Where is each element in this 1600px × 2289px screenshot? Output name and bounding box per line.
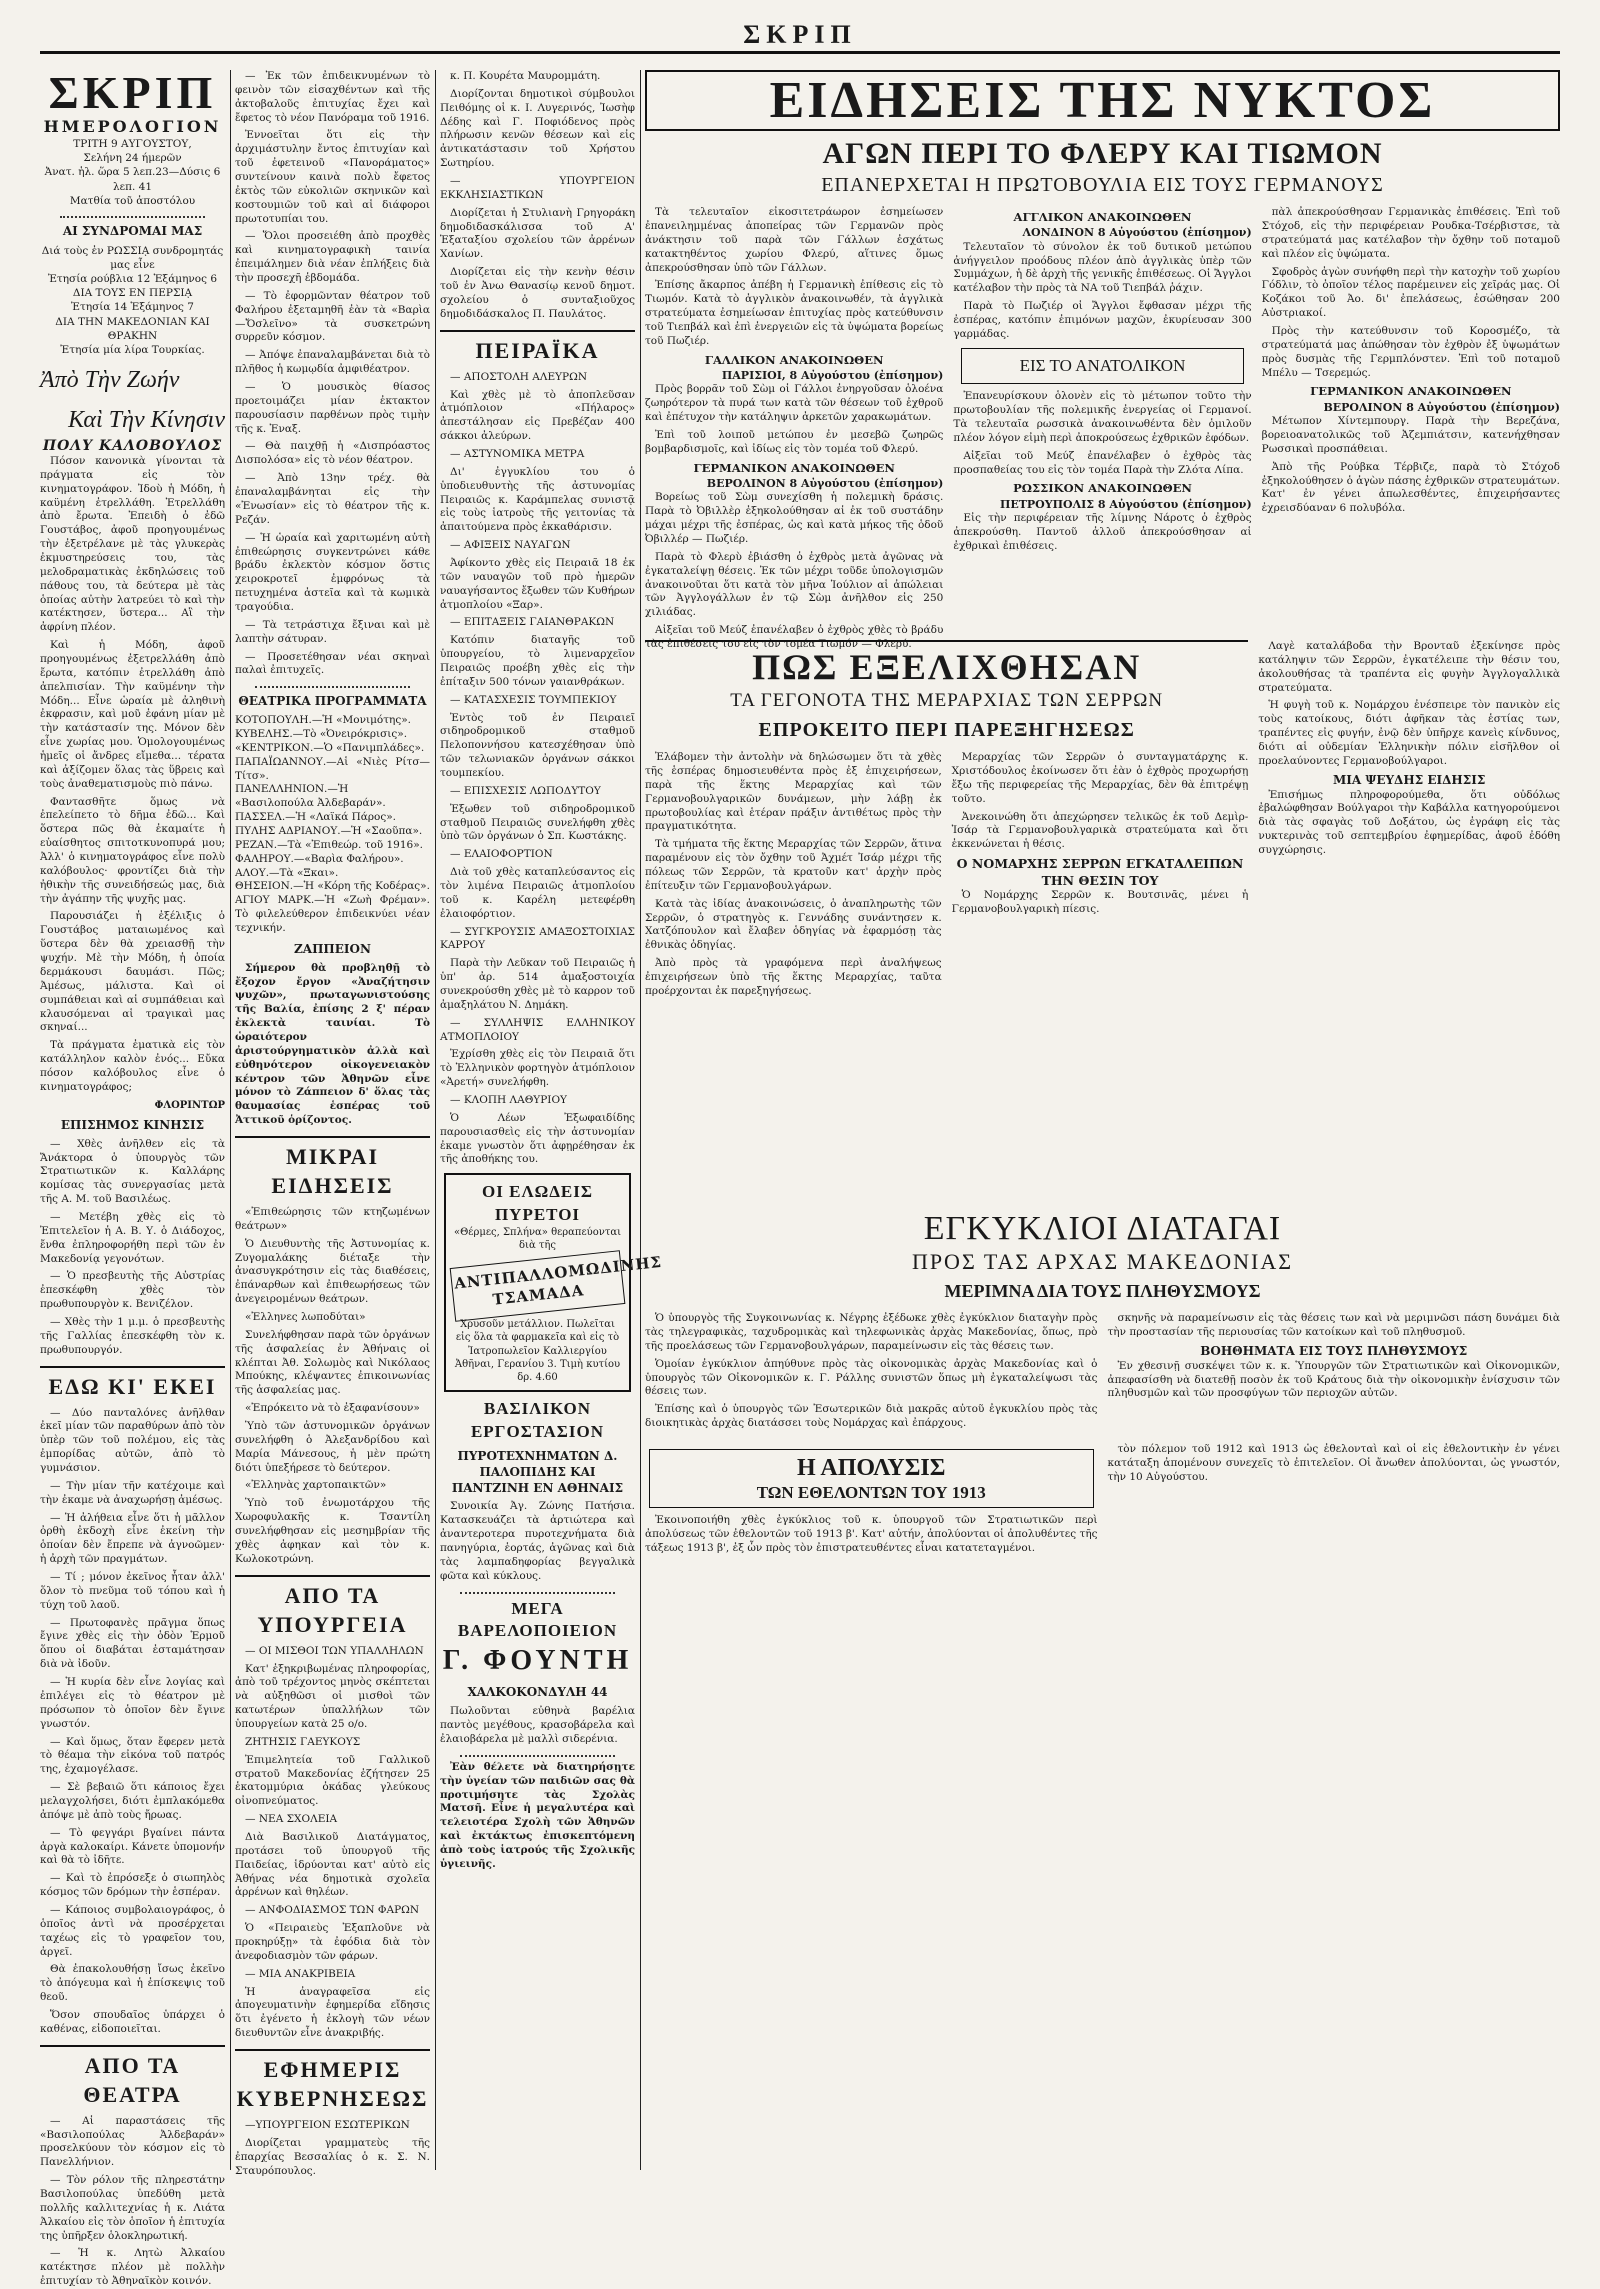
masthead — [40, 20, 1560, 60]
article-title: ΠΟΛΥ ΚΑΛΟΒΟΥΛΟΣ — [42, 437, 223, 454]
paragraph: — Μετέβη χθὲς εἰς τὸ Ἐπιτελεῖον ἡ Α. Β. Υ. ὁ Διάδοχος, ἔνθα ἐπληροφορήθη περὶ τῶν ἐν Μακεδονίᾳ γεγονότων. — [40, 1210, 225, 1265]
paragraph: τὸν πόλεμον τοῦ 1912 καὶ 1913 ὡς ἐθελονταὶ καὶ οἱ εἰς ἐθελοντικὴν ἐν γένει κατάταξη ἀπομένουν συνεχεῖς τὸ ἐπιτελεῖον. Οἱ ἄνωθεν ἀπολύονται, ὡς γνωστόν, τὴν 10 Αὐγούστου. — [1107, 1443, 1560, 1483]
paragraph: — Καὶ τὸ ἐπρόσεξε ὁ σιωπηλὸς κόσμος τῶν δρόμων τὴν ἑσπέραν. — [40, 1872, 225, 1899]
paragraph: Ἐπίσης ἄκαρπος ἀπέβη ἡ Γερμανικὴ ἐπίθεσις εἰς τὸ Τιωμόν. Κατὰ τὸ ἀγγλικὸν ἀνακοινωθέν, τὰ ἀγγλικὰ στρατεύματα ἐσημείωσαν ἐπιτυχίας πρὸς κατεύθυνσιν τοῦ Τιεπβάλ καὶ ἐπὶ ἐνεργειῶν εἰς τὰ ὑψώματα βορείως τοῦ Πωζιέρ. — [645, 279, 944, 347]
program-item: ΠΥΛΗΣ ΑΔΡΙΑΝΟΥ.—Ἡ «Σαοῦπα». — [235, 824, 423, 837]
paragraph: — ΑΠΟΣΤΟΛΗ ΑΛΕΥΡΩΝ — [450, 370, 588, 383]
paragraph: Παρὰ τὴν Λεῦκαν τοῦ Πειραιῶς ἡ ὑπ' ἀρ. 514 ἁμαξοστοιχία συνεκρούσθη χθὲς μὲ τὸ καρρον τοῦ ἀμαξηλάτου Ν. Δημάκη. — [440, 957, 635, 1011]
paragraph: Θὰ ἐπακολουθήσῃ ἴσως ἐκεῖνο τὸ ἀπόγευμα καὶ ἡ ἐπίσκεψις τοῦ θεοῦ. — [40, 1963, 225, 2004]
paragraph: — Τὰ τετράστιχα ἔξιναι καὶ μὲ λαπτὴν σάτυραν. — [235, 618, 430, 645]
paragraph: — ΥΠΟΥΡΓΕΙΟΝ ΕΚΚΛΗΣΙΑΣΤΙΚΩΝ — [440, 175, 635, 201]
paragraph: Διορίζεται ἡ Στυλιανὴ Γρηγοράκη δημοδιδασκάλισσα τοῦ Α' Ἑξαταξίου σχολείου τῶν ἀρρένων Χανίων. — [440, 206, 635, 261]
paragraph: Ἀνεκοινώθη ὅτι ἀπεχώρησεν τελικῶς ἐκ τοῦ Δεμὶρ-Ἰσάρ τὰ Γερμανοβουλγαρικὰ στρατεύματα καὶ ὅτι ἐκκενώνεται ἡ θέσις. — [951, 810, 1249, 851]
news-column — [1108, 1443, 1561, 1560]
logo-subtitle: ΗΜΕΡΟΛΟΓΙΟΝ — [43, 117, 222, 136]
paragraph: Πρὸς βορρᾶν τοῦ Σὼμ οἱ Γάλλοι ἐνηργοῦσαν ὁλοένα ζωηρότερον τὰ πυρά των κατὰ τῶν θέσεων τοῦ ἐχθροῦ καὶ ἐπέτυχον τὴν κατάληψιν ἀρκετῶν χαρακωμάτων. — [645, 383, 944, 424]
paragraph: — ΑΣΤΥΝΟΜΙΚΑ ΜΕΤΡΑ — [450, 447, 585, 460]
paragraph: — Τὸν ρόλον τῆς πληρεστάτην Βασιλοπούλας ὑπεδύθη μετὰ πολλῆς καλλιτεχνίας ἡ κ. Λιάτα Ἀλκαίου εἰς τὸν ὁποῖον ἡ ἐπιτυχία της ὑπῆρξεν ὁλοκληρωτική. — [40, 2174, 225, 2242]
news-column — [953, 206, 1251, 656]
circulars-columns — [645, 1312, 1560, 1435]
paragraph: «Ἐλληνες λωποδύται» — [245, 1311, 366, 1324]
subsection-title: ΕΙΣ ΤΟ ΑΝΑΤΟΛΙΚΟΝ — [961, 348, 1243, 384]
dispatch-dateline: ΒΕΡΟΛΙΝΟΝ 8 Αὐγούστου (ἐπίσημον) — [1323, 400, 1560, 414]
news-column — [1108, 1312, 1561, 1435]
dispatch-dateline: ΒΕΡΟΛΙΝΟΝ 8 Αὐγούστου (ἐπίσημον) — [706, 476, 944, 490]
paragraph: Ἐντὸς τοῦ ἐν Πειραιεῖ σιδηροδρομικοῦ σταθμοῦ Πελοποννήσου κατεσχέθησαν ὑπὸ τῶν τελωνιακῶν ὀργάνων σάκκοι τουμπεκίου. — [440, 711, 635, 779]
paragraph: — Ἡ ὡραία καὶ χαριτωμένη αὐτὴ ἐπιθεώρησις συγκεντρώνει κάθε βράδυ ἐκλεκτὸν κόσμον ὅστις χειροκροτεῖ ἐμφρόνως τὰ πετυχημένα ἀστεῖα καὶ τὰ κωμικὰ τραγούδια. — [235, 531, 430, 613]
ad-company-name: Γ. ΦΟΥΝΤΗ — [442, 1644, 633, 1676]
circulars-block — [645, 1210, 1560, 2210]
subheadline: ΤΑ ΓΕΓΟΝΟΤΑ ΤΗΣ ΜΕΡΑΡΧΙΑΣ ΤΩΝ ΣΕΡΡΩΝ — [730, 689, 1164, 711]
dispatch-dateline: ΛΟΝΔΙΝΟΝ 8 Αὐγούστου (ἐπίσημον) — [1022, 226, 1252, 240]
paragraph: Πρὸς τὴν κατεύθυνσιν τοῦ Κοροσμέζο, τὰ στρατεύματά μας ἀπώθησαν τὸν ἐχθρὸν ἐξ ὑψωμάτων πρὸς δυσμὰς τῆς Γερμπλόνστεν. Ἐπὶ τοῦ ποταμοῦ Μπέλυ — Τσερεμώς. — [1261, 324, 1560, 379]
paragraph: Παρουσιάζει ἡ ἐξέλιξις ὁ Γουστάβος ματαιωμένος καὶ ὕστερα δὲν θὰ χρειασθῇ τὴν ψυχήν. Μὲ τὴν Μόδη, ἡ ὁποία δερμάκουσι δαυμάσι. Πῶς; Ἀμέσως, μάλιστα. Καὶ οἱ συμπάθειαι καὶ αἱ συμπάθειαι καὶ κλαυσόμεναι αἱ τραγικαὶ μας σκηναί... — [40, 910, 225, 1034]
paragraph: Ὁ ὑπουργὸς τῆς Συγκοινωνίας κ. Νέγρης ἐξέδωκε χθὲς ἐγκύκλιον διαταγὴν πρὸς τὰς τηλεγραφικὰς, ταχυδρομικὰς καὶ τηλεφωνικὰς ἀρχὰς Μακεδονίας, ὅπως, πρὸ τῆς προελάσεως τῶν Γερμανοβουλγάρων, παραμείνωσιν εἰς τὰς θέσεις των. — [645, 1312, 1098, 1352]
paragraph: Βορείως τοῦ Σὼμ συνεχίσθη ἡ πολεμικὴ δράσις. Παρὰ τὸ Ὀβιλλὲρ ἐξηκολούθησαν αἱ ἐκ τοῦ συστάδην μάχαι μέχρι τῆς ἐσπέρας, ὡς καὶ κατὰ μήκος τῆς ὁδοῦ Ὀβιλλέρ — Πωζιέρ. — [645, 491, 944, 545]
paragraph: Συνελήφθησαν παρὰ τῶν ὀργάνων τῆς ἀσφαλείας ἐν Ἀθήναις οἱ κλέπται Ἀθ. Σολωμὸς καὶ Νικόλαος Μπούκης, κλέψαντες ἐπικοινωνίας τῆς ἀσφαλείας μας. — [235, 1328, 430, 1397]
program-item: ΠΑΝΕΛΛΗΝΙΟΝ.—Ἡ «Βασιλοπούλα Ἀλδεβαράν». — [235, 783, 386, 810]
section-title: ΕΔΩ ΚΙ' ΕΚΕΙ — [40, 1366, 225, 1401]
paragraph: Ἡ φυγὴ τοῦ κ. Νομάρχου ἐνέσπειρε τὸν πανικὸν εἰς τοὺς κατοίκους, διότι ἀφῆκαν τὰς ἑστίας των, τραπέντες εἰς φυγήν, ἐνῷ δὲν ὑπῆρχε κανεὶς κίνδυνος, διότι αἱ οὐδεμίαν Ἑλληνικὴν πόλιν εἰσῆλθον οἱ προελαύνοντες Γερμανοβούλγαροι. — [1258, 699, 1560, 767]
paragraph: Ἐχρίσθη χθὲς εἰς τὸν Πειραιᾶ ὅτι τὸ Ἑλληνικὸν φορτηγὸν ἀτμόπλοιον «Ἀρετή» συνελήφθη. — [440, 1048, 635, 1089]
ad-text: Χρυσοῦν μετάλλιον. Πωλεῖται εἰς ὅλα τὰ φαρμακεῖα καὶ εἰς τὸ Ἰατροπωλεῖον Καλλιεργίου Ἀθῆναι, Γερανίου 3. Τιμὴ κυτίου δρ. 4.60 — [454, 1319, 621, 1383]
paragraph: —ΥΠΟΥΡΓΕΙΟΝ ΕΣΩΤΕΡΙΚΩΝ — [245, 2119, 410, 2132]
subscriptions-title: ΑΙ ΣΥΝΔΡΟΜΑΙ ΜΑΣ — [62, 223, 203, 238]
ad-text: Ἐὰν θέλετε νὰ διατηρήσῃτε τὴν ὑγείαν τῶν παιδιῶν σας θὰ προτιμήσητε τὰς Σχολὰς Ματσῆ. Εἶνε ἡ μεγαλυτέρα καὶ τελειοτέρα Σχολὴ τῶν Ἀθηνῶν καὶ ἐκτάκτως ἐπισκεπτόμενη ἀπὸ τοὺς ἱατρούς τῆς Σχολικῆς ὑγιεινῆς. — [440, 1760, 635, 1870]
subscription-line: Διά τοὺς ἐν ΡΩΣΣΙᾼ συνδρομητάς μας εἶνε — [41, 244, 224, 271]
divider — [460, 1751, 615, 1757]
paragraph: Αἰξεῖαι τοῦ Μεύζ ἐπανέλαβεν ὁ ἐχθρὸς χθὲς τὸ βράδυ τὰς ἐπιθέσεις του εἰς τὸν τομέα Τιωμόν — Φλερύ. — [645, 624, 944, 650]
paragraph: Ἐπίσης καὶ ὁ ὑπουργὸς τῶν Ἐσωτερικῶν διὰ μακρᾶς αὐτοῦ ἐγκυκλίου πρὸς τὰς διοικητικὰς ἀρχὰς διατάσσει τοὺς Νομάρχας καὶ ἐπάρχους. — [645, 1403, 1098, 1430]
paragraph: Λαγὲ καταλάβοδα τὴν Βρονταῦ ἐξεκίνησε πρὸς κατάληψιν τῶν Σερρῶν, ἐγκατέλειπε τὴν θέσιν του, ἀκολουθήσας τὰ τραπέντα εἰς φυγὴν Ἀγγλογαλλικὰ στρατεύματα. — [1258, 640, 1560, 694]
paragraph: — Τί ; μόνον ἐκεῖνος ἦταν ἀλλ' ὅλον τὸ πνεῦμα τοῦ τόπου καὶ ἡ τύχη τοῦ λαοῦ. — [40, 1571, 225, 1611]
night-news-block — [645, 70, 1560, 650]
subheadline: ΕΠΑΝΕΡΧΕΤΑΙ Η ΠΡΩΤΟΒΟΥΛΙΑ ΕΙΣ ΤΟΥΣ ΓΕΡΜΑΝΟΥΣ — [821, 173, 1384, 196]
column-1 — [40, 67, 225, 2288]
paragraph: Ἐννοεῖται ὅτι εἰς τὴν ἀρχιμάστυλην ἔντος ἐπιτυχίαν καὶ τοῦ ἐφετεινοῦ «Πανοράματος» συντείνουν καινὰ πολὺ ἔφετος ἐκτὸς τῶν εὐκολιῶν σκηνικῶν καὶ κοστουμιῶν τοῦ καὶ αἱ διάφοροι πρωτοτυπίαι του. — [235, 129, 430, 225]
paragraph: Κατόπιν διαταγῆς τοῦ ὑπουργείου, τὸ λιμεναρχεῖον Πειραιῶς προέβη χθὲς εἰς τὴν ἐπίταξιν 500 τόνων γαιανθράκων. — [440, 634, 635, 688]
program-item: ΠΑΠΑΪΩΑΝΝΟΥ.—Αἱ «Νιὲς Ρίτσ—Τίτσ». — [235, 755, 430, 782]
subscriptions — [40, 244, 225, 357]
ad-title: ΒΑΣΙΛΙΚΟΝ ΕΡΓΟΣΤΑΣΙΟΝ — [470, 1399, 605, 1441]
subscription-line: ΔΙΑ ΤΗΝ ΜΑΚΕΔΟΝΙΑΝ ΚΑΙ ΘΡΑΚΗΝ — [55, 315, 210, 342]
newspaper-page — [40, 20, 1560, 2288]
paragraph: — ΣΥΓΚΡΟΥΣΙΣ ΑΜΑΞΟΣΤΟΙΧΙΑΣ ΚΑΡΡΟΥ — [440, 925, 635, 952]
paragraph: Διὰ Βασιλικοῦ Διατάγματος, προτάσει τοῦ ὑπουργοῦ τῆς Παιδείας, ἱδρύονται κατ' αὐτὸ εἰς Ἀθήνας νέα δημοτικὰ σχολεῖα ἀρρένων καὶ θηλέων. — [235, 1831, 430, 1899]
paragraph: Ὁ «Πειραιεὺς Ἐξαπλοῦνε νὰ προκηρύξῃ» τὰ ἐφόδια διὰ τὸν ἀνεφοδιασμὸν τῶν φάρων. — [235, 1922, 430, 1962]
section-title: ΜΙΚΡΑΙ ΕΙΔΗΣΕΙΣ — [235, 1136, 430, 1200]
paragraph: — ΣΥΛΛΗΨΙΣ ΕΛΛΗΝΙΚΟΥ ΑΤΜΟΠΛΟΙΟΥ — [440, 1016, 635, 1043]
release-title: Η ΑΠΟΛΥΣΙΣ — [797, 1455, 946, 1482]
paragraph: — ΝΕΑ ΣΧΟΛΕΙΑ — [245, 1813, 338, 1826]
paragraph: — Σὲ βεβαιῶ ὅτι κάποιος ἔχει μελαγχολήσει, διότι ἐμπλακόμεθα ἀπόψε μὲ ἀπὸ τοὺς ἤρωας. — [40, 1781, 225, 1821]
paragraph: — Αἱ παραστάσεις τῆς «Βασιλοπούλας Ἀλδεβαράν» προσελκύουν τὸν κόσμον εἰς τὸ Πανελλήνιον. — [40, 2114, 225, 2169]
subscription-line: Ἐτησία 14 Ἑξάμηνος 7 — [71, 301, 194, 314]
paragraph: — Ὅλοι προσειέθη ἀπὸ προχθὲς καὶ κινηματογραφικὴ ταινία ἐπειμάλημεν διὰ νέαν ἐπλήξεις διὰ τὴν προσεχῆ ἑβδομάδα. — [235, 230, 430, 285]
news-column — [645, 1443, 1098, 1560]
paragraph: Ὑπὸ τῶν ἀστυνομικῶν ὀργάνων συνελήφθη ὁ Ἀλεξανδρίδου καὶ Μαρία Μάνεσους, ἡ μὲν πρώτη διότι ὑπεξήρεσε τὸ δεύτερον. — [235, 1420, 430, 1474]
paragraph: — ΑΝΦΟΔΙΑΣΜΟΣ ΤΩΝ ΦΑΡΩΝ — [245, 1904, 420, 1917]
news-column — [1258, 640, 1560, 1003]
paragraph: Δι' ἐγγυκλίου του ὁ ὑποδιευθυντὴς τῆς ἀστυνομίας Πειραιῶς κ. Καράμπελας συνιστᾷ εἰς τοὺς ἱατροὺς τῆς γειτονίας τὰ ἀπαιτούμενα πρὸς ἐκκαθάρισιν. — [440, 465, 635, 534]
paragraph: Ὁμοίαν ἐγκύκλιον ἀπηύθυνε πρὸς τὰς οἰκονομικὰς ἀρχὰς Μακεδονίας καὶ ὁ ὑπουργὸς τῶν Οἰκονομικῶν κ. Γ. Ράλλης συνιστῶν ὅπως μὴ ἐγκαταλείψωσι τὰς θέσεις των. — [645, 1357, 1098, 1398]
column-heading: Ἀπὸ Τὴν Ζωήν — [40, 367, 180, 394]
paragraph: Παρὰ τὸ Πωζιέρ οἱ Ἄγγλοι ἔφθασαν μέχρι τῆς ἐσπέρας, κατόπιν ἐπιμόνων μαχῶν, ἐκυρίευσαν 300 γαρμάδας. — [953, 300, 1252, 340]
paragraph: κ. Π. Κουρέτα Μαυρομμάτη. — [450, 70, 601, 82]
paragraph: — Ἡ κ. Λητὼ Ἀλκαίου κατέκτησε πλέον μὲ πολλὴν ἐπιτυχίαν τὸ Ἀθηναϊκὸν κοινόν. — [40, 2247, 225, 2288]
serres-text-columns — [645, 751, 1248, 1003]
serres-columns — [645, 640, 1560, 1003]
release-columns — [645, 1443, 1560, 1560]
paragraph: «Ἐπρόκειτο νὰ τὸ ἐξαφανίσουν» — [245, 1402, 420, 1415]
column-rule — [640, 70, 641, 2170]
paragraph: Ἐπισήμως πληροφορούμεθα, ὅτι οὐδόλως ἐβαλώφθησαν Βούλγαροι τὴν Καβάλλα κατηγορούμενοι διὰ τὰς σφαγὰς τοῦ Δοξάτου, ὡς ἐγράφη εἰς τὰς νυκτερινὰς τοῦ σεπτεμβρίου ἐφημερίδας, ἀφοῦ ἐδόθη συγχώρησις. — [1258, 788, 1560, 856]
column-2 — [235, 70, 430, 2177]
section-title: ΑΠΟ ΤΑ ΘΕΑΤΡΑ — [40, 2045, 225, 2109]
divider — [60, 212, 205, 218]
paragraph: — ΕΠΙΤΑΞΕΙΣ ΓΑΙΑΝΘΡΑΚΩΝ — [450, 616, 615, 629]
paragraph: — Ὁ μουσικὸς θίασος προετοιμάζει μίαν ἐκτακτον παρουσίασιν παρθένων πρὸς τιμὴν τῆς κ. Ἐναξ. — [235, 381, 430, 435]
paragraph: Φαντασθῆτε ὅμως νὰ ἐπελείπετο τὸ δῆμα ἐδῶ... Καὶ ὅστερα πῶς θὰ ἐκαμαίτε ἡ εὐαίσθητος σπιτοτκυνοπυρά μου; Ἀλλ' ὁ κινηματογράφος εἶνε πολὺ καλόβουλος· φροντίζει διὰ τὴν ἠθικὴν τῆς συνειδήσεώς μας, διὰ τὴν ἀγάπην τῆς ψυχῆς μας. — [40, 795, 225, 905]
divider — [255, 682, 410, 688]
ad-text: Πωλοῦνται εὐθηνὰ βαρέλια παντὸς μεγέθους, κρασοβάρελα καὶ ἐλαιοβάρελα μὲ μαλλὶ σιδερένια. — [440, 1705, 635, 1745]
column-rule — [230, 70, 231, 2170]
subheadline: ΠΡΟΣ ΤΑΣ ΑΡΧΑΣ ΜΑΚΕΔΟΝΙΑΣ — [911, 1249, 1294, 1275]
ad-title: ΟΙ ΕΛΩΔΕΙΣ ΠΥΡΕΤΟΙ — [482, 1182, 593, 1224]
paragraph: — Προσετέθησαν νέαι σκηναὶ παλαὶ ἐπιτυχεῖς. — [235, 650, 430, 677]
paragraph: Ἐπιμελητεία τοῦ Γαλλικοῦ στρατοῦ Μακεδονίας ἐζήτησεν 25 ἑκατομμύρια ὀκάδας γλεύκους οἰνοπνεύματος. — [235, 1753, 430, 1808]
serres-main — [645, 640, 1248, 1003]
paragraph: — Ἀπόψε ἐπαναλαμβάνεται διὰ τὸ πλῆθος ἡ κωμῳδία ἀμφιθέατρον. — [235, 349, 430, 376]
paragraph: — Ἡ κυρία δὲν εἶνε λογίας καὶ ἐπιλέγει εἰς τὸ θέατρον μὲ πρόσωπον τὸ ὁποῖον δὲν ἔγινε γνωστόν. — [40, 1676, 225, 1730]
serres-block — [645, 640, 1560, 1200]
paragraph: Ἐκοινοποιήθη χθὲς ἐγκύκλιος τοῦ κ. ὑπουργοῦ τῶν Στρατιωτικῶν περὶ ἀπολύσεως τῶν ἐθελοντῶν τοῦ 1913 β'. Κατ' αὐτήν, ἀπολύονται οἱ ἀπολυθέντες τῆς τάξεως 1913 β', ἐξ ὧν πρὸς τὸν ἐπιστρατευθέντες εἶναι κατατεταγμένοι. — [645, 1514, 1098, 1554]
paragraph: Ὁ Λέων Ἐξωφαιδίδης παρουσιασθεὶς εἰς τὴν ἀστυνομίαν ἐκαμε γνωστὸν ὅτι ἀφῃρέθησαν ἐκ τῆς ἀποθήκης του. — [440, 1111, 635, 1166]
paragraph: Ἐπὶ τοῦ λοιποῦ μετώπου ἐν μεσεβῶ ζωηρῶς βομβαρδισμοῖς, καὶ ἰδίως εἰς τὸν τομέα τοῦ Φλερύ. — [645, 428, 944, 455]
paragraph: — Ἐκ τῶν ἐπιδεικνυμένων τὸ φεινὸν τῶν εἰσαχθέντων καὶ τῆς ἀκτοβαλοῦς ἐπιτυχίας ἔχει καὶ ἔφετος τὸ νέον Πανόραμα τοῦ 1916. — [235, 70, 430, 124]
news-column — [952, 751, 1249, 1003]
release-subtitle: ΤΩΝ ΕΘΕΛΟΝΤΩΝ ΤΟΥ 1913 — [756, 1482, 986, 1502]
program-item: ΠΑΣΣΕΛ.—Ἡ «Λαϊκά Πάρος». — [235, 811, 397, 824]
paragraph: — ΕΠΙΣΧΕΣΙΣ ΛΩΠΟΔΥΤΟΥ — [450, 784, 601, 797]
paragraph: Ἀπὸ τῆς Ρούβκα Τέρβιζε, παρὰ τὸ Στόχοδ ἐξηκολούθησεν ὁ ἀγὼν πάσης ἐχθρικῶν στρατευμάτων. Κατ' ἐν γένει ἀπωλεσθέντες, ἐπιχειρήσαντες ἐχρεισδύαναν 6 πολυβόλα. — [1261, 460, 1560, 515]
paragraph: Ἐπανευρίσκουν ὁλονὲν εἰς τὸ μέτωπον τοῦτο τὴν πρωτοβουλίαν τῆς πολεμικῆς ἐνεργείας οἱ Γερμανοί. Τὰ τελευταῖα ρωσσικὰ ἀνακοινωθέντα δὲν ὁμιλοῦν πλέον λόγον εἰμὴ περὶ ἀποκρούσεως ἐχθρικῶν ἐφόδων. — [953, 390, 1252, 444]
section-title: ΠΕΙΡΑΪΚΑ — [440, 330, 635, 365]
paragraph: Τὰ τμήματα τῆς ἕκτης Μεραρχίας τῶν Σερρῶν, ἅτινα παραμένουν εἰς τὸν ὄχθην τοῦ Ἀχμέτ Ἰσάρ μέχρι τῆς πόλεως τῶν Σερρῶν, τὰ κρατοῦν κατ' ἀρχὴν πρὸς ἐπίτευξιν τῶν Γερμανοβουλγάρων. — [645, 838, 942, 892]
almanac-line: Ματθία τοῦ ἀποστόλου — [69, 194, 196, 207]
dispatch-title: ΑΓΓΛΙΚΟΝ ΑΝΑΚΟΙΝΩΘΕΝ — [1013, 210, 1192, 225]
program-item: ΘΗΣΕΙΟΝ.—Ἡ «Κόρη τῆς Κοδέρας». — [235, 880, 430, 893]
paragraph: Ὁ Νομάρχης Σερρῶν κ. Βουτσινᾶς, μένει ἡ Γερμανοβουλγαρικὴ πίεσις. — [951, 889, 1249, 915]
paragraph: — ΕΛΑΙΟΦΟΡΤΙΟΝ — [450, 848, 553, 861]
paragraph: — ΟΙ ΜΙΣΘΟΙ ΤΩΝ ΥΠΑΛΛΗΛΩΝ — [245, 1644, 424, 1657]
news-column — [645, 206, 943, 656]
news-column — [645, 751, 942, 1003]
paragraph: — ΚΑΤΑΣΧΕΣΙΣ ΤΟΥΜΠΕΚΙΟΥ — [450, 693, 617, 706]
news-column — [645, 1312, 1098, 1435]
subsection-title: Ο ΝΟΜΑΡΧΗΣ ΣΕΡΡΩΝ ΕΓΚΑΤΑΛΕΙΠΩΝ ΤΗΝ ΘΕΣΙΝ ΤΟΥ — [956, 856, 1244, 888]
paragraph: σκηνῆς νὰ παραμείνωσιν εἰς τὰς θέσεις των καὶ νὰ μεριμνῶσι πάση δυνάμει διὰ τὴν προστασίαν τῆς περιουσίας τῶν κατοίκων καὶ τοῦ πληθυσμοῦ. — [1107, 1312, 1560, 1339]
paragraph: Ἀπὸ πρὸς τὰ γραφόμενα περὶ ἀναλήψεως ἐπιχειρήσεων ὑπὸ τῆς ἕκτης Μεραρχίας, ταῦτα προέρχονται ἐκ παρεξηγήσεως. — [645, 957, 942, 997]
program-item: ΦΑΛΗΡΟΥ.—«Βαρὶα Φαλήρου». — [235, 852, 404, 865]
dispatch-title: ΓΑΛΛΙΚΟΝ ΑΝΑΚΟΙΝΩΘΕΝ — [704, 352, 884, 367]
paragraph: Τὰ τελευταῖον εἰκοσιτετράωρον ἐσημείωσεν ἐπανειλημμένας ἀποπείρας τῶν Γερμανῶν πρὸς ἀνάκτησιν τοῦ παρὰ τῶν Γάλλων ἐσχάτως κατακτηθέντος χωρίου Φλερύ, αἵτινες ὅμως ἀπεκρούσθησαν ὑπὸ τῶν Γάλλων. — [645, 206, 944, 274]
section-title: ΘΕΑΤΡΙΚΑ ΠΡΟΓΡΑΜΜΑΤΑ — [238, 694, 427, 709]
paragraph: Διορίζεται γραμματεὺς τῆς ἐπαρχίας Βεσσαλίας ὁ κ. Σ. Ν. Σταυρόπουλος. — [235, 2136, 430, 2177]
section-title: ΖΑΠΠΕΙΟΝ — [294, 941, 371, 956]
masthead-title: ΣΚΡΙΠ — [743, 20, 857, 49]
paragraph: — Δύο πανταλόνες ἀνῆλθαν ἐκεῖ μίαν τῶν παραθύρων ἀπὸ τὸν ὑπὲρ τῶν τοῦ πολέμου, εἰς τὰς ἐμπορίδας αὐτῶν, ἀπὸ τὸ γυμνάσιον. — [40, 1406, 225, 1475]
dispatch-title: ΓΕΡΜΑΝΙΚΟΝ ΑΝΑΚΟΙΝΩΘΕΝ — [693, 460, 895, 475]
column-rule — [435, 70, 436, 2170]
paragraph: Αἰξεῖαι τοῦ Μεύζ ἐπανέλαβεν ὁ ἐχθρὸς τὰς προσπαθείας του εἰς τὸν τομέα Παρὰ τὴν Ζλότα Λίπα. — [953, 449, 1252, 476]
paragraph: Κατὰ τὰς ἰδίας ἀνακοινώσεις, ὁ ἀναπληρωτὴς τῶν Σερρῶν, ὁ στρατηγὸς κ. Γεννάδης συνάντησεν κ. Χατζόπουλον καὶ ἔλαβεν ὁδηγίας νὰ ἐφαρμόσῃ τὰς ἐθνικὰς ὁδηγίας. — [645, 897, 942, 952]
logo: ΣΚΡΙΠ — [48, 67, 217, 118]
section-title: ΕΦΗΜΕΡΙΣ ΚΥΒΕΡΝΗΣΕΩΣ — [235, 2049, 430, 2113]
program-list — [235, 714, 430, 936]
subsection-title — [649, 1449, 1094, 1508]
program-item: ΡΕΖΑΝ.—Τὰ «Ἐπιθεώρ. τοῦ 1916». — [235, 838, 423, 851]
paragraph: Ἐξωθεν τοῦ σιδηροδρομικοῦ σταθμοῦ Πειραιῶς συνελήφθη χθὲς ὑπὸ τῶν ὀργάνων ὁ Σπ. Κωστάκης. — [440, 802, 635, 843]
ad-company-name: ΠΥΡΟΤΕΧΝΗΜΑΤΩΝ Δ. ΠΑΛΟΠΙΔΗΣ ΚΑΙ ΠΑΝΤΖΙΝΗ ΕΝ ΑΘΗΝΑΙΣ — [451, 1448, 624, 1495]
paragraph: Καὶ χθὲς μὲ τὸ ἀποπλεῦσαν ἀτμόπλοιον «Πήλαρος» ἀπεστάλησαν εἰς Πρεβέζαν 400 σάκκοι ἀλεύρων. — [440, 388, 635, 443]
advertisement — [444, 1173, 663, 1392]
paragraph: — ΜΙΑ ΑΝΑΚΡΙΒΕΙΑ — [245, 1967, 356, 1980]
paragraph: — Χθὲς ἀνῆλθεν εἰς τὰ Ἄνάκτορα ὁ ὑπουργὸς τῶν Στρατιωτικῶν κ. Καλλάρης κομίσας τὰς συνεργασίας μετὰ τῆς Α. Μ. τοῦ Βασιλέως. — [40, 1137, 225, 1206]
paragraph: — Τὸ ἐφορμῶνταν θέατρον τοῦ Φαλήρου ἐξεταμηθῆ ἐὰν τὰ «Βαρὶα—Ὄσλεῖνο» τὰ συσκετρώνη συρρεῦν κόσμον. — [235, 289, 430, 344]
paragraph: Ὑπὸ τοῦ ἐνωμοτάρχου τῆς Χωροφυλακῆς κ. Τσαντίλη συνελήφθησαν εἰς μεσημβρίαν τῆς χθὲς ἀφηκαν καὶ τὸν κ. Κωλοκοτρώνη. — [235, 1497, 430, 1565]
subscription-line: ΔΙΑ ΤΟΥΣ ΕΝ ΠΕΡΣΙᾼ — [72, 287, 193, 300]
paragraph: «Ἐλληνὰς χαρτοπαικτῶν» — [245, 1479, 387, 1492]
subsection-title: ΒΟΗΘΗΜΑΤΑ ΕΙΣ ΤΟΥΣ ΠΛΗΘΥΣΜΟΥΣ — [1200, 1343, 1468, 1358]
divider — [460, 1588, 615, 1594]
headline: ΕΓΚΥΚΛΙΟΙ ΔΙΑΤΑΓΑΙ — [923, 1210, 1282, 1247]
paragraph: Ἐν χθεσινῇ συσκέψει τῶν κ. κ. Ὑπουργῶν τῶν Στρατιωτικῶν καὶ Οἰκονομικῶν, ἀπεφασίσθη νὰ διατεθῇ ποσὸν ἐκ τοῦ Κράτους διὰ τὴν οἰκονομικὴν ἐνίσχυσιν τῶν πληθυσμῶν καὶ τῶν προσφύγων τῶν περιοχῶν αὐτῶν. — [1107, 1359, 1560, 1400]
paragraph: Διὰ τοῦ χθὲς καταπλεύσαντος εἰς τὸν λιμένα Πειραιῶς ἀτμοπλοίου τοῦ κ. Καρέλη μετεφέρθη ἐλαιοφόρτιον. — [440, 866, 635, 920]
paragraph: — Τὴν μίαν τῆν κατέχοιμε καὶ τὴν ἐκαμε νὰ ἀναχωρήσῃ ἀμέσως. — [40, 1479, 225, 1506]
paragraph: Διορίζεται εἰς τὴν κενὴν θέσιν τοῦ ἐν Ἀνω Θανασίῳ κενοῦ δημοτ. σχολείου ὁ συνταξιοῦχος δημοδιδάσκαλος Π. Παυλάτος. — [440, 266, 635, 320]
subheadline: ΜΕΡΙΜΝΑ ΔΙΑ ΤΟΥΣ ΠΛΗΘΥΣΜΟΥΣ — [944, 1281, 1261, 1302]
headline: ΑΓΩΝ ΠΕΡΙ ΤΟ ΦΛΕΡΥ ΚΑΙ ΤΙΩΜΟΝ — [822, 137, 1383, 171]
dispatch-dateline: ΠΑΡΙΣΙΟΙ, 8 Αὐγούστου (ἐπίσημον) — [721, 368, 944, 382]
paragraph: ΖΗΤΗΣΙΣ ΓΑΕΥΚΟΥΣ — [245, 1735, 361, 1748]
paragraph: Κατ' ἐξηκριβωμένας πληροφορίας, ἀπὸ τοῦ τρέχοντος μηνὸς σκέπτεται νὰ αὐξηθῶσι οἱ μισθοὶ τῶν κατωτέρων ὑπαλλήλων τῶν ὑπουργείων κατὰ 25 ο/ο. — [235, 1662, 430, 1730]
paragraph: Μεραρχίας τῶν Σερρῶν ὁ συνταγματάρχης κ. Χριστόδουλος ἐκοίνωσεν ὅτι ἐὰν ὁ ἐχθρὸς προχωρήσῃ ἔξω τῆς περιφερείας τῆς Μεραρχίας, δὲν θὰ ἐπιτρέψῃ τοῦτο. — [951, 751, 1249, 805]
paragraph: Τελευταῖον τὸ σύνολον ἐκ τοῦ δυτικοῦ μετώπου ἀνήγγειλον προόδους πλέον ἀπὸ ἀγγλικὰς ὑπὲρ τῶν Συμμάχων, ἡ δὲ ἀρχὴ τῆς γενικῆς ἐπιθέσεως. Οἱ Ἄγγλοι κατέλαβον τὴν πρὸς τὰ ΝΑ τοῦ Τιεπβάλ ῥάχιν. — [953, 240, 1252, 295]
section-title: ΑΠΟ ΤΑ ΥΠΟΥΡΓΕΙΑ — [235, 1575, 430, 1639]
almanac-line: ΤΡΙΤΗ 9 ΑΥΓΟΥΣΤΟΥ, — [73, 138, 192, 151]
program-item: «ΚΕΝΤΡΙΚΟΝ.—Ὁ «Πανιμπλάδες». — [235, 741, 425, 754]
program-item: ΚΥΒΕΛΗΣ.—Τὸ «Ὀνειρόκρισις». — [235, 727, 408, 740]
paragraph: Πόσον κανονικὰ γίνονται τὰ πράγματα εἰς τὸν κινηματογράφον. Ἰδοὺ ἡ Μόδη, ἡ καϋμένη ἐτρελλάθη. Ἐτρελλάθη ἀπὸ ἔρωτα. Ἐπειδὴ ὁ ἐδῶ Γουστάβος, ἀφοῦ προηγουμένως τὴν ἐξετρέλανε μὲ τὰς γλυκερὰς ἐκμυστηρεύσεις του, τὰς μελοδραματικὰς ἐκδηλώσεις τοῦ πάθους του, τὰ δεύτερα μὲ τὰς ὁποίας αὐτὴν λατρεύει τὸ καὶ τὴν κατέκτησεν, ὕστερα... Αἲ τὴν ἀφρίνη πλέον. — [40, 454, 225, 634]
subheadline: ΕΠΡΟΚΕΙΤΟ ΠΕΡΙ ΠΑΡΕΞΗΓΗΣΕΩΣ — [758, 718, 1135, 741]
paragraph: — Πρωτοφανὲς πρᾶγμα ὅπως ἔγινε χθὲς εἰς τὴν ὁδὸν Ἑρμοῦ ὅπου οἱ διαβάται ἐσταμάτησαν διὰ νὰ ἰδοῦν. — [40, 1616, 225, 1671]
program-item: ΑΛΟΥ.—Τὰ «Ξκαι». — [235, 866, 339, 879]
paragraph: — Τὸ φεγγάρι βγαίνει πάντα ἀργὰ καλοκαίρι. Κάνετε ὑπομονήν καὶ θὰ τὸ ἰδῆτε. — [40, 1826, 225, 1867]
dispatch-title: ΡΩΣΣΙΚΟΝ ΑΝΑΚΟΙΝΩΘΕΝ — [1013, 481, 1192, 496]
column-heading: Καὶ Τὴν Κίνησιν — [68, 406, 225, 433]
program-item: ΑΓΙΟΥ ΜΑΡΚ.—Ἡ «Ζωὴ Φρέμαν». Τὸ φιλελεύθερον ἐπιδεικνύει νέαν τεχνικήν. — [235, 894, 430, 934]
paragraph: — Ἡ ἀλήθεια εἶνε ὅτι ἡ μᾶλλον ὀρθὴ ἐκδοχὴ εἶνε ἐκείνη τὴν ὁποίαν δὲν ἔπρεπε νὰ ἀγνοῶμεν· ἡ ἀρχὴ τῶν πραγμάτων. — [40, 1511, 225, 1566]
paragraph: Παρὰ τὸ Φλερὺ ἐβιάσθη ὁ ἐχθρὸς μετὰ ἀγῶνας νὰ ἐγκαταλείψῃ θέσεις. Ἐκ τῶν μέχρι τοῦδε ὑπολογισμῶν ἀνακοινοῦται ὅτι κατὰ τὸν μῆνα Ἰούλιον αἱ ἀπώλειαι τῶν Ἀγγλογάλλων ἐν τῷ Σὼμ ἀνῆλθον εἰς 250 χιλιάδας. — [645, 550, 944, 619]
subscription-line: Ἐτησία ρούβλια 12 Ἑξάμηνος 6 — [47, 273, 218, 286]
ad-address: ΧΑΛΚΟΚΟΝΔΥΛΗ 44 — [467, 1685, 608, 1700]
section-banner: ΕΙΔΗΣΕΙΣ ΤΗΣ ΝΥΚΤΟΣ — [645, 70, 1560, 131]
paragraph: Σήμερον θὰ προβληθῇ τὸ ἔξοχον ἔργον «Ἀναζήτησιν ψυχῶν», πρωταγωνιστούσης τῆς Βαλία, ἐπίσης 2 ξ' πέραν ἐκλεκτὰ ταινίαι. Τὸ ὡραιότερον ἀριστούργηματικὸν ἀλλὰ καὶ εὐθηνότερον οἰκογενειακὸν κέντρον τῶν Ἀθηνῶν εἶνε μόνον τὸ Ζάππειον δ' ὅλας τὰς θαυμασίας ἑσπέρας τοῦ Ἀττικοῦ ὁρίζοντος. — [235, 961, 430, 1127]
ad-title: ΜΕΓΑ ΒΑΡΕΛΟΠΟΙΕΙΟΝ — [457, 1598, 618, 1641]
almanac — [40, 137, 225, 208]
paragraph: Σφοδρὸς ἀγὼν συνήφθη περὶ τὴν κατοχὴν τοῦ χωρίου Γόδλιν, τὸ ὁποῖον τέλος παρέμεινεν εἰς χεῖράς μας. Οἱ Κοζάκοι τοῦ Ἀο. δι' ἐπελάσεως, ἐσώθησαν 200 Αὐστριακοί. — [1261, 265, 1560, 320]
ad-product-name: ΑΝΤΙΠΑΛΛΟΜΩΔΙΝΗΣ ΤΣΑΜΑΔΑ — [450, 1250, 626, 1321]
paragraph: Ἡ ἀναγραφεῖσα εἰς ἀπογευματινὴν ἐφημερίδα εἴδησις ὅτι ἐγένετο ἡ ἐκλογὴ τῶν νέων διευθυντῶν εἶνε ἀνακριβής. — [235, 1985, 430, 2040]
paragraph: — Ἀπὸ 13ην τρέχ. θὰ ἐπαναλαμβάνηται εἰς τὴν «Ἐνωσίαν» εἰς τὸ θέατρον τῆς κ. Ρεζάν. — [235, 472, 430, 526]
paragraph: Διορίζονται δημοτικοὶ σύμβουλοι Πειθόμης οἱ κ. Ι. Λυγερινός, Ἰωσὴφ Δέδης καὶ Γ. Ποφιόδενος πρὸς πλήρωσιν κενῶν θέσεων καὶ εἰς ἀντικατάστασιν τοῦ Χρήστου Σωτηρίου. — [440, 87, 635, 170]
paragraph: Ἐλάβομεν τὴν ἀντολὴν νὰ δηλώσωμεν ὅτι τὰ χθὲς τῆς ἑσπέρας δημοσιευθέντα πρὸς ἐξ ἐπιχειρήσεων, παρὰ τῆς ἕκτης Μεραρχίας καὶ τῶν Γερμανοβουλγαρικῶν δυνάμεων, μὴν λάβῃ ἐκ πρωτοβουλίας καὶ ἑτέραν πράξιν ἀντιθέτως πρὸς τὴν πραγματικότητα. — [645, 751, 942, 833]
paragraph: — Θὰ παιχθῇ ἡ «Δισπρόαστος Δισπολόσα» εἰς τὸ νέον θέατρον. — [235, 440, 430, 467]
paragraph: — Καὶ ὅμως, ὅταν ἔφερεν μετὰ τὸ θέαμα τὴν εἰκόνα τοῦ πατρός της, ἐχαμογέλασε. — [40, 1735, 225, 1776]
night-news-columns — [645, 206, 1560, 656]
paragraph: Ὅσον σπουδαῖος ὑπάρχει ὁ καθένας, εἰδοποιεῖται. — [40, 2008, 225, 2035]
column-4 — [645, 70, 1560, 2170]
program-item: ΚΟΤΟΠΟΥΛΗ.—Ἡ «Μονιμότης». — [235, 714, 411, 727]
subscription-line: Ἐτησία μία λίρα Τουρκίας. — [60, 344, 205, 356]
paragraph: Ἀφίκοντο χθὲς εἰς Πειραιᾶ 18 ἐκ τῶν ναυαγῶν τοῦ πρὸ ἡμερῶν ναυαγήσαντος ἔξωθεν τῶν Κυθήρων ἀτμοπλοίου «Ξαρ». — [440, 556, 636, 611]
almanac-line: Σελήνη 24 ήμερῶν — [83, 152, 182, 165]
paragraph: — Κάποιος συμβολαιογράφος, ὁ ὁποῖος ἀντὶ νὰ προσέρχεται ταχέως εἰς τὸ γραφεῖον του, ἀργεῖ. — [40, 1903, 225, 1958]
paragraph: Ὁ Διευθυντὴς τῆς Ἀστυνομίας κ. Ζυγομαλάκης διέταξε τὴν ἀνασυγκρότησιν εἰς τὰς διαθέσεις, ἐπάναρθων καὶ ἐπιθεωρήσεως τῶν ἀνεγειρομένων θεάτρων. — [235, 1237, 430, 1306]
section-title: ΕΠΙΣΗΜΟΣ ΚΙΝΗΣΙΣ — [60, 1117, 205, 1132]
paragraph: «Ἐπιθεώρησις τῶν κτηζωμένων θεάτρων» — [235, 1206, 430, 1232]
subsection-title: ΜΙΑ ΨΕΥΔΗΣ ΕΙΔΗΣΙΣ — [1332, 772, 1486, 787]
headline: ΠΩΣ ΕΞΕΛΙΧΘΗΣΑΝ — [645, 640, 1248, 688]
author-signature: ΦΛΟΡΙΝΤΩΡ — [154, 1099, 225, 1111]
paragraph: Καὶ ἡ Μόδη, ἀφοῦ προηγουμένως ἐξετρελλάθη ἀπὸ ἔρωτα, κατόπιν ἐτρελλάθη ἀπὸ ἀπελπισίαν. Τὴν καϋμένην τὴν Μόδη... Εἶνε ὡραία μὲ ἀληθινὴ ἐκφρασιν, καὶ μοῦ ἐφάνη μίαν μὲ τὴν κατάστασίν της. Μόνον δὲν εἶνε χωρίας μου. Ὁμολογουμένως ἡμεῖς οἱ ἄνδρες εἴμεθα... τέρατα καὶ ἀξίζομεν ὅλας τὰς ὕβρεις καὶ τοὺς ἀναθεματισμοὺς πιὸ πάνω. — [40, 639, 225, 790]
paragraph: — Χθὲς τὴν 1 μ.μ. ὁ πρεσβευτὴς τῆς Γαλλίας ἐπεσκέφθη τὸν κ. πρωθυπουργόν. — [40, 1315, 225, 1356]
paragraph: — Ὁ πρεσβευτὴς τῆς Αὐστρίας ἐπεσκέφθη χθὲς τὸν πρωθυπουργὸν κ. Βενιζέλον. — [40, 1270, 225, 1311]
paragraph: Εἰς τὴν περιφέρειαν τῆς λίμνης Νάροτς ὁ ἐχθρὸς ἀπεκρούσθη. Παντοῦ ἀλλοῦ ἀπεκρούσθησαν αἱ ἐχθρικαὶ ἐπιθέσεις. — [953, 512, 1252, 552]
paragraph: πὰλ ἀπεκρούσθησαν Γερμανικὰς ἐπιθέσεις. Ἐπὶ τοῦ Στόχοδ, εἰς τὴν περιφέρειαν Ρουδκα-Τσέρβιστσε, τὰ στρατεύματά μας κατέλαβον τὴν ὄχθην τοῦ ποταμοῦ καὶ πλέον εἰς ὑψώματα. — [1261, 206, 1560, 260]
dispatch-dateline: ΠΕΤΡΟΥΠΟΛΙΣ 8 Αὐγούστου (ἐπίσημον) — [999, 497, 1252, 511]
dispatch-title: ΓΕΡΜΑΝΙΚΟΝ ΑΝΑΚΟΙΝΩΘΕΝ — [1310, 384, 1512, 399]
ad-text: Συνοικία Ἀγ. Ζώνης Πατήσια. Κατασκευάζει τὰ ἀρτιώτερα καὶ ἀναντεροτερα πυροτεχνήματα διὰ πανηγύρια, ἑορτάς, ἀγῶνας καὶ διὰ τὰς λαμπαδηφορίας βεγγαλικὰ φῶτα καὶ κύκλους. — [440, 1500, 635, 1582]
paragraph: — ΑΦΙΞΕΙΣ ΝΑΥΑΓΩΝ — [450, 539, 571, 552]
news-column — [1262, 206, 1560, 656]
paragraph: Τὰ πράγματα ἐματικὰ εἰς τὸν κατάλληλον καλὸν ἐνός... Εὔκα πόσον καλόβουλος εἶνε ὁ κινηματογράφος; — [40, 1039, 225, 1093]
column-3 — [440, 70, 663, 2170]
almanac-line: Ἀνατ. ἡλ. ὥρα 5 λεπ.23—Δύσις 6 λεπ. 41 — [44, 166, 221, 193]
paragraph: — ΚΛΟΠΗ ΛΑΘΥΡΙΟΥ — [450, 1094, 567, 1107]
ad-subtitle: «Θέρμες, Σπλήνα» θεραπεύονται διὰ τῆς — [453, 1227, 622, 1252]
paragraph: Μέτωπον Χίντεμπουργ. Παρὰ τὴν Βερεζάνα, βορειοανατολικῶς τοῦ Ἀζεμπιάτσιν, κατενήχθησαν Ρωσσικαὶ προσπάθειαι. — [1261, 415, 1560, 455]
